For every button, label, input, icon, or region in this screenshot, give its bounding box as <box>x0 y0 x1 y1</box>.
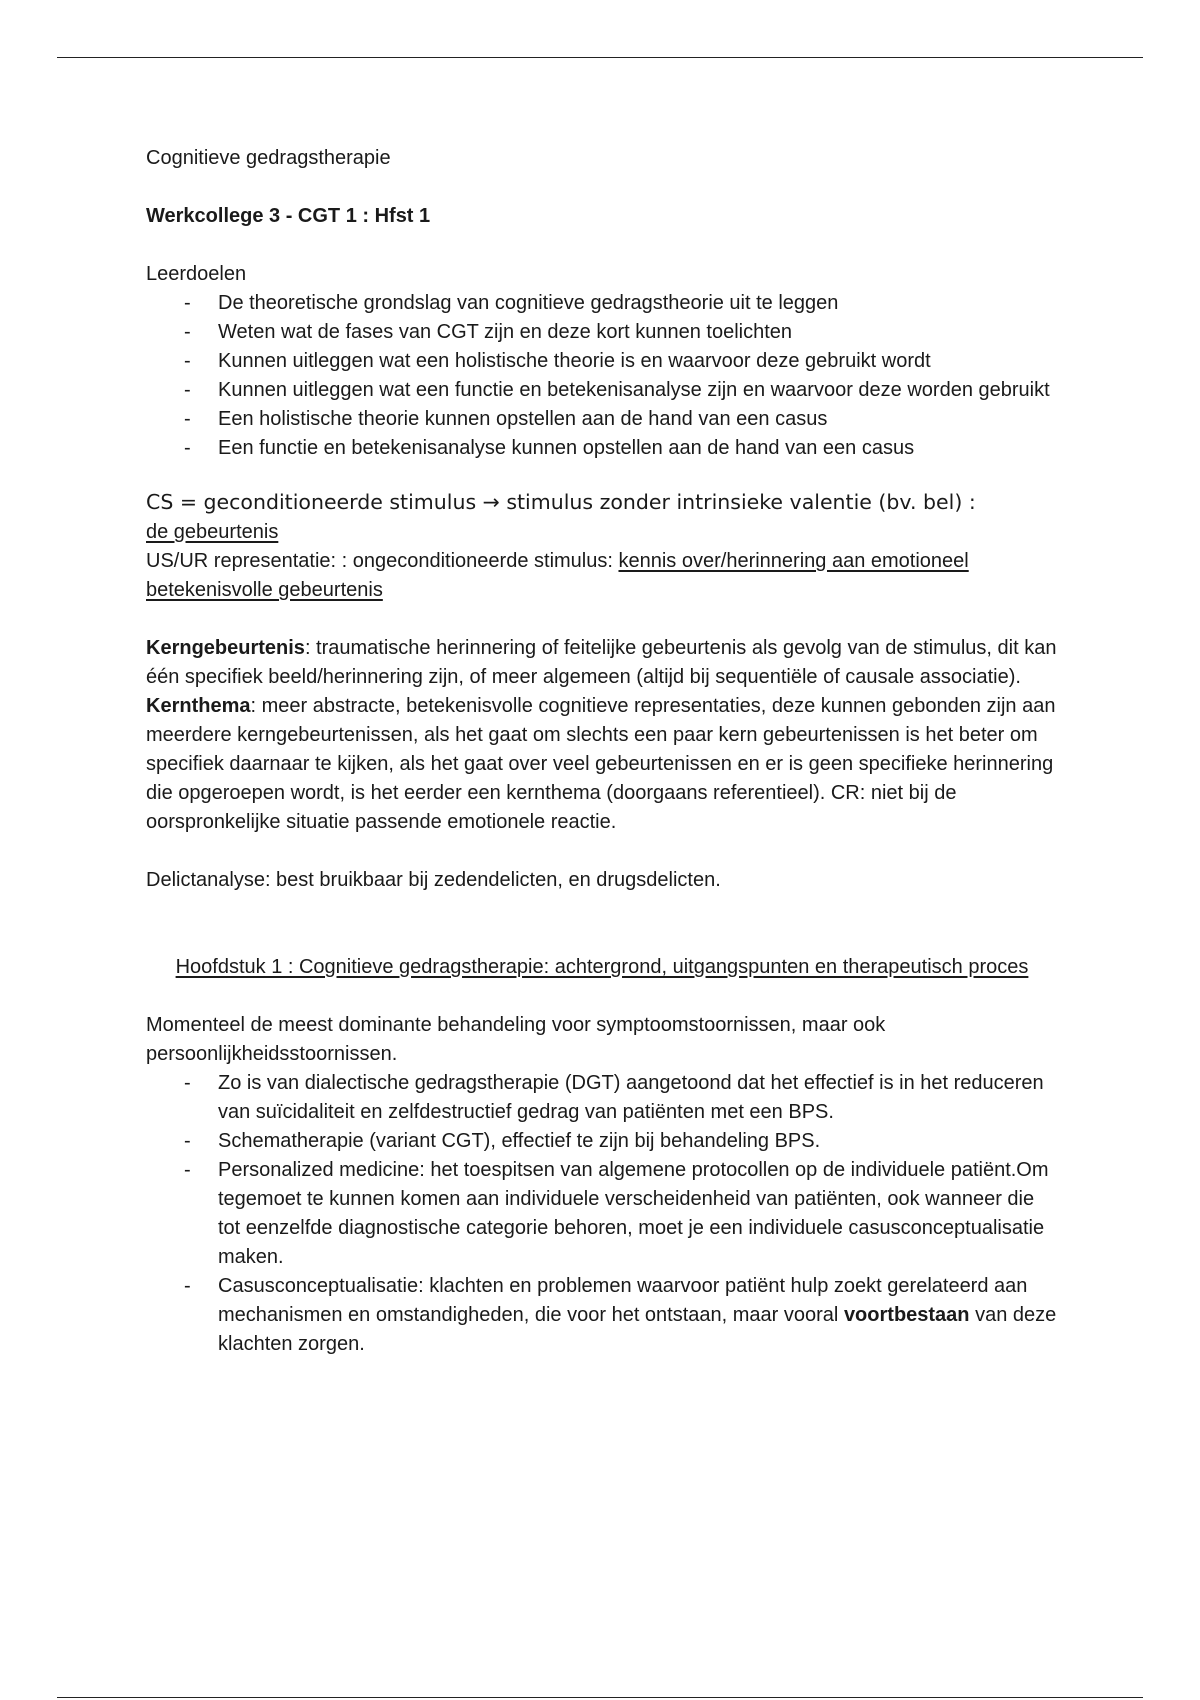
chapter-points-list <box>146 1069 1058 1359</box>
list-item: - Personalized medicine: het toespitsen van algemene protocollen op de individuele patiënt.Om tegemoet te kunnen komen aan individuele verscheidenheid van patiënten, ook wanneer die tot eenzelfde diagnostische categorie behoren, moet je een individuele casusconceptualisatie maken. <box>218 1156 1058 1272</box>
intro-paragraph: Momenteel de meest dominante behandeling voor symptoomstoornissen, maar ook persoonlijkheidsstoornissen. <box>146 1014 886 1065</box>
leerdoelen-heading: Leerdoelen <box>146 263 247 285</box>
list-item: - De theoretische grondslag van cognitieve gedragstheorie uit te leggen <box>218 289 1058 318</box>
cs-definition: CS = geconditioneerde stimulus → stimulus zonder intrinsieke valentie (bv. bel) : de gebeurtenis <box>146 490 976 543</box>
list-item: - Kunnen uitleggen wat een functie en betekenisanalyse zijn en waarvoor deze worden gebruikt <box>218 376 1058 405</box>
list-item: - Een holistische theorie kunnen opstellen aan de hand van een casus <box>218 405 1058 434</box>
list-item: - Schematherapie (variant CGT), effectief te zijn bij behandeling BPS. <box>218 1127 1058 1156</box>
list-item: - Kunnen uitleggen wat een holistische theorie is en waarvoor deze gebruikt wordt <box>218 347 1058 376</box>
document-body <box>146 144 1058 1359</box>
list-item: - Weten wat de fases van CGT zijn en deze kort kunnen toelichten <box>218 318 1058 347</box>
delictanalyse-paragraph: Delictanalyse: best bruikbaar bij zedendelicten, en drugsdelicten. <box>146 869 721 891</box>
kernthema-paragraph: Kernthema: meer abstracte, betekenisvolle cognitieve representaties, deze kunnen gebonden zijn aan meerdere kerngebeurtenissen, als het gaat om slechts een paar kern gebeurtenissen is het beter om specifiek daarnaar te kijken, als het gaat over veel gebeurtenissen en er is geen specifieke herinnering die opgeroepen wordt, is het eerder een kernthema (doorgaans referentieel). CR: niet bij de oorspronkelijke situatie passende emotionele reactie. <box>146 695 1056 833</box>
list-item: - Casusconceptualisatie: klachten en problemen waarvoor patiënt hulp zoekt gerelateerd aan mechanismen en omstandigheden, die voor het ontstaan, maar vooral voortbestaan van deze klachten zorgen. <box>218 1272 1058 1359</box>
list-item: - Zo is van dialectische gedragstherapie (DGT) aangetoond dat het effectief is in het reduceren van suïcidaliteit en zelfdestructief gedrag van patiënten met een BPS. <box>218 1069 1058 1127</box>
kerngebeurtenis-paragraph: Kerngebeurtenis: traumatische herinnering of feitelijke gebeurtenis als gevolg van de stimulus, dit kan één specifiek beeld/herinnering zijn, of meer algemeen (altijd bij sequentiële of causale associatie). <box>146 637 1057 688</box>
chapter-heading: Hoofdstuk 1 : Cognitieve gedragstherapie: achtergrond, uitgangspunten en therapeutisch proces <box>175 956 1029 978</box>
list-item: - Een functie en betekenisanalyse kunnen opstellen aan de hand van een casus <box>218 434 1058 463</box>
bottom-rule <box>57 1697 1143 1698</box>
document-title: Cognitieve gedragstherapie <box>146 147 391 169</box>
us-definition: US/UR representatie: : ongeconditioneerde stimulus: kennis over/herinnering aan emotioneel betekenisvolle gebeurtenis <box>146 550 969 601</box>
leerdoelen-list <box>146 289 1058 463</box>
werkcollege-title: Werkcollege 3 - CGT 1 : Hfst 1 <box>146 205 431 227</box>
top-rule <box>57 57 1143 58</box>
